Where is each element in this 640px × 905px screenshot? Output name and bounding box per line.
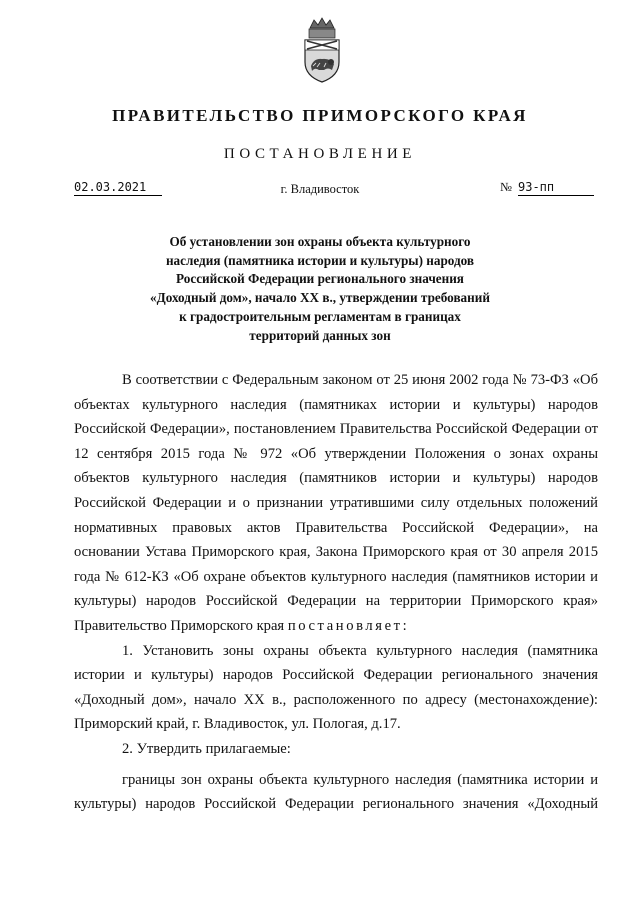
item-2-subparagraph: границы зон охраны объекта культурного наследия (памятника истории и культуры) народов Российской Федерации регионального значения «Доходный: [74, 771, 598, 813]
document-date: 02.03.2021: [74, 180, 162, 196]
item-1-paragraph: 1. Установить зоны охраны объекта культурного наследия (памятника истории и культуры) народов Российской Федерации регионального значения «Доходный дом», начало XX в., расположенного по адресу (местонахождение): Приморский край, г. Владивосток, ул. Пологая, д.17.: [74, 642, 598, 733]
primorsky-krai-coat-of-arms-icon: [302, 16, 342, 84]
item-2-paragraph: 2. Утвердить прилагаемые:: [122, 740, 291, 757]
document-type: ПОСТАНОВЛЕНИЕ: [223, 146, 417, 162]
preamble-paragraph: [74, 368, 598, 639]
document-body: [74, 368, 598, 817]
document-number-block: [500, 180, 596, 196]
document-city: г. Владивосток: [280, 182, 360, 196]
preamble-text: В соответствии с Федеральным законом от 25 июня 2002 года № 73-ФЗ «Об объектах культурного наследия (памятниках истории и культуры) народов Российской Федерации», постановлением Правительства Российской Федерации от 12 сентября 2015 года № 972 «Об утверждении Положения о зонах охраны объектов культурного наследия (памятников истории и культуры) народов Российской Федерации и о признании утратившими силу отдельных положений нормативных правовых актов Правительства Российской Федерации», на основании Устава Приморского края, Закона Приморского края от 30 апреля 2015 года № 612-КЗ «Об охране объектов культурного наследия (памятников истории и культуры) народов Российской Федерации на территории Приморского края» Правительство Приморского края: [74, 372, 598, 634]
number-sign: №: [500, 180, 512, 194]
document-number: 93-пп: [518, 180, 594, 196]
government-title: ПРАВИТЕЛЬСТВО ПРИМОРСКОГО КРАЯ: [112, 106, 528, 125]
resolves-word: постановляет:: [287, 617, 410, 634]
document-heading: Об установлении зон охраны объекта культурного наследия (памятника истории и культуры) народов Российской Федерации регионального значения «Доходный дом», начало XX в., утверждении требований к градостроительным регламентам в границах территорий данных зон: [150, 234, 490, 343]
